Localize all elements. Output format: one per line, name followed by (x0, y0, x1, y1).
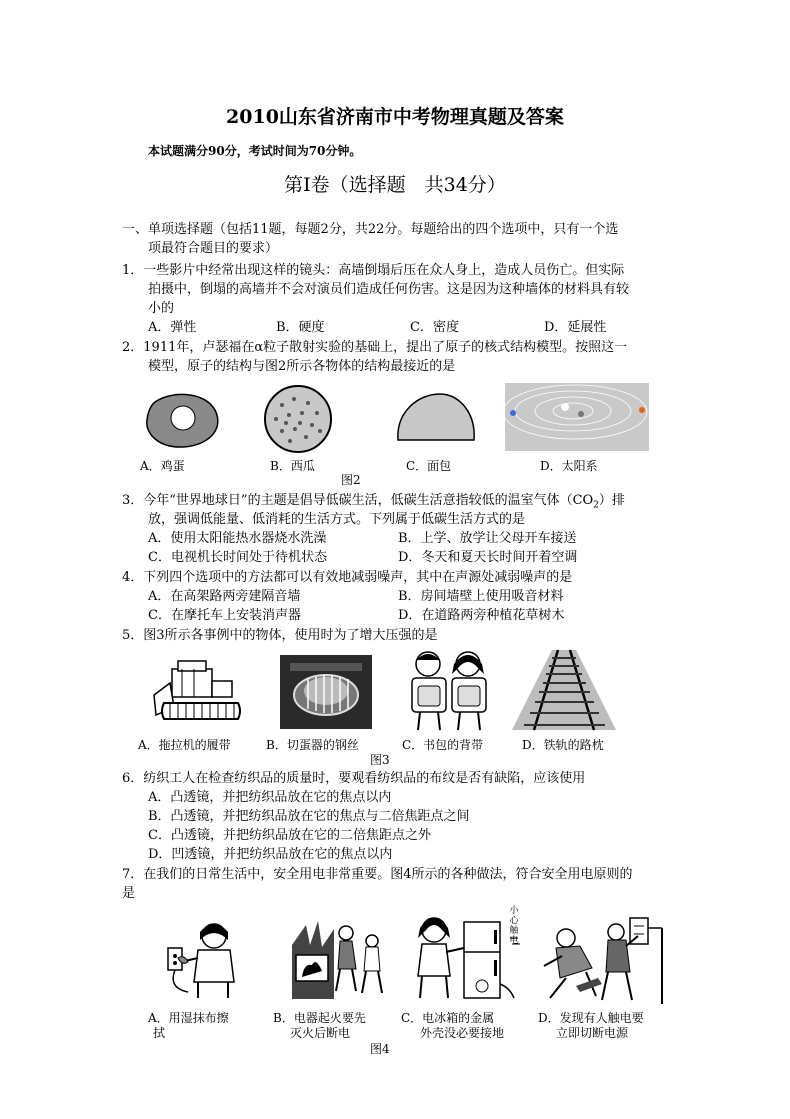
fig2-label: 图2 (341, 473, 361, 487)
q6-line1: 6．纺织工人在检查纺织品的质量时，要观看纺织品的布纹是否有缺陷，应该使用 (122, 771, 586, 786)
part1-line1: 一、单项选择题（包括11题，每题2分，共22分。每题给出的四个选项中，只有一个选 (122, 222, 619, 237)
electric-shock-figure (536, 908, 668, 1004)
q7-line1: 7．在我们的日常生活中，安全用电非常重要。图4所示的各种做法，符合安全用电原则的 (122, 867, 633, 882)
q7-line2: 是 (122, 886, 136, 901)
q7-option-d-line1: D．发现有人触电要 (538, 1011, 644, 1025)
q4-option-c: C．在摩托车上安装消声器 (148, 608, 301, 623)
q2-line2: 模型，原子的结构与图2所示各物体的结构最接近的是 (148, 359, 456, 374)
solar-system-figure (505, 383, 649, 451)
railway-sleepers-figure (512, 650, 616, 730)
q2-option-d: D．太阳系 (540, 459, 598, 473)
q4-option-a: A．在高架路两旁建隔音墙 (148, 589, 301, 604)
q5-option-d: D．铁轨的路枕 (522, 738, 604, 752)
q6-option-a: A．凸透镜，并把纺织品放在它的焦点以内 (148, 790, 392, 805)
q1-option-b: B．硬度 (276, 320, 325, 335)
q6-option-d: D．凹透镜，并把纺织品放在它的焦点以内 (148, 847, 393, 862)
egg-figure (143, 390, 223, 450)
q4-line1: 4．下列四个选项中的方法都可以有效地减弱噪声，其中在声源处减弱噪声的是 (122, 570, 573, 585)
watermelon-figure (262, 383, 334, 455)
q5-line1: 5．图3所示各事例中的物体，使用时为了增大压强的是 (122, 628, 438, 643)
q1-line3: 小的 (148, 301, 175, 316)
exam-note: 本试题满分90分，考试时间为70分钟。 (148, 144, 362, 158)
q5-option-c: C．书包的背带 (402, 738, 484, 752)
q3-line1-text: 3．今年“世界地球日”的主题是倡导低碳生活，低碳生活意指较低的温室气体（CO (122, 493, 594, 508)
q3-option-b: B．上学、放学让父母开车接送 (398, 531, 577, 546)
q1-option-a: A．弹性 (148, 320, 197, 335)
q3-option-c: C．电视机长时间处于待机状态 (148, 550, 327, 565)
q4-option-d: D．在道路两旁种植花草树木 (398, 608, 565, 623)
fig3-label: 图3 (370, 753, 390, 767)
q7-option-c-line1: C．电冰箱的金属 (401, 1011, 495, 1025)
part1-line2: 项最符合题目的要求） (148, 241, 279, 256)
wet-cloth-figure (158, 918, 244, 1000)
schoolbag-figure (398, 648, 498, 732)
fire-figure (282, 915, 386, 1001)
egg-slicer-figure (280, 655, 372, 729)
q1-option-d: D．延展性 (544, 320, 607, 335)
q4-option-b: B．房间墙壁上使用吸音材料 (398, 589, 564, 604)
q2-line1: 2．1911年，卢瑟福在α粒子散射实验的基础上，提出了原子的核式结构模型。按照这一 (122, 340, 628, 355)
q1-line1: 1．一些影片中经常出现这样的镜头：高墙倒塌后压在众人身上，造成人员伤亡。但实际 (122, 263, 625, 278)
q7-option-b-line2: 灭火后断电 (290, 1026, 351, 1040)
q2-option-a: A．鸡蛋 (140, 459, 185, 473)
q2-option-b: B．西瓜 (270, 459, 315, 473)
q2-option-c: C．面包 (406, 459, 452, 473)
q7-option-d-line2: 立即切断电源 (556, 1026, 629, 1040)
q7-option-a-line2: 拭 (153, 1026, 166, 1040)
q6-option-c: C．凸透镜，并把纺织品放在它的二倍焦距点之外 (148, 828, 431, 843)
q3-line1-end: ）排 (598, 493, 625, 508)
q3-option-d: D．冬天和夏天长时间开着空调 (398, 550, 578, 565)
danger-sign-text: 小心触电 (509, 906, 519, 946)
co2-subscript: 2 (593, 500, 599, 511)
section-title: 第Ⅰ卷（选择题 共34分） (284, 174, 506, 196)
q1-option-c: C．密度 (410, 320, 459, 335)
q7-option-a-line1: A．用湿抹布擦 (148, 1011, 229, 1025)
q6-option-b: B．凸透镜，并把纺织品放在它的焦点与二倍焦距点之间 (148, 809, 470, 824)
tractor-figure (150, 655, 244, 729)
fig4-label: 图4 (370, 1042, 390, 1056)
bread-figure (394, 390, 478, 446)
q1-line2: 拍摄中，倒塌的高墙并不会对演员们造成任何伤害。这是因为这种墙体的材料具有较 (148, 282, 630, 297)
q5-option-a: A．拖拉机的履带 (138, 738, 231, 752)
page-title: 2010山东省济南市中考物理真题及答案 (226, 106, 564, 128)
q7-option-c-line2: 外壳没必要接地 (420, 1026, 505, 1040)
q3-line2: 放，强调低能量、低消耗的生活方式。下列属于低碳生活方式的是 (148, 512, 526, 527)
q5-option-b: B．切蛋器的钢丝 (266, 738, 359, 752)
q7-option-b-line1: B．电器起火要先 (273, 1011, 366, 1025)
q3-option-a: A．使用太阳能热水器烧水洗澡 (148, 531, 327, 546)
